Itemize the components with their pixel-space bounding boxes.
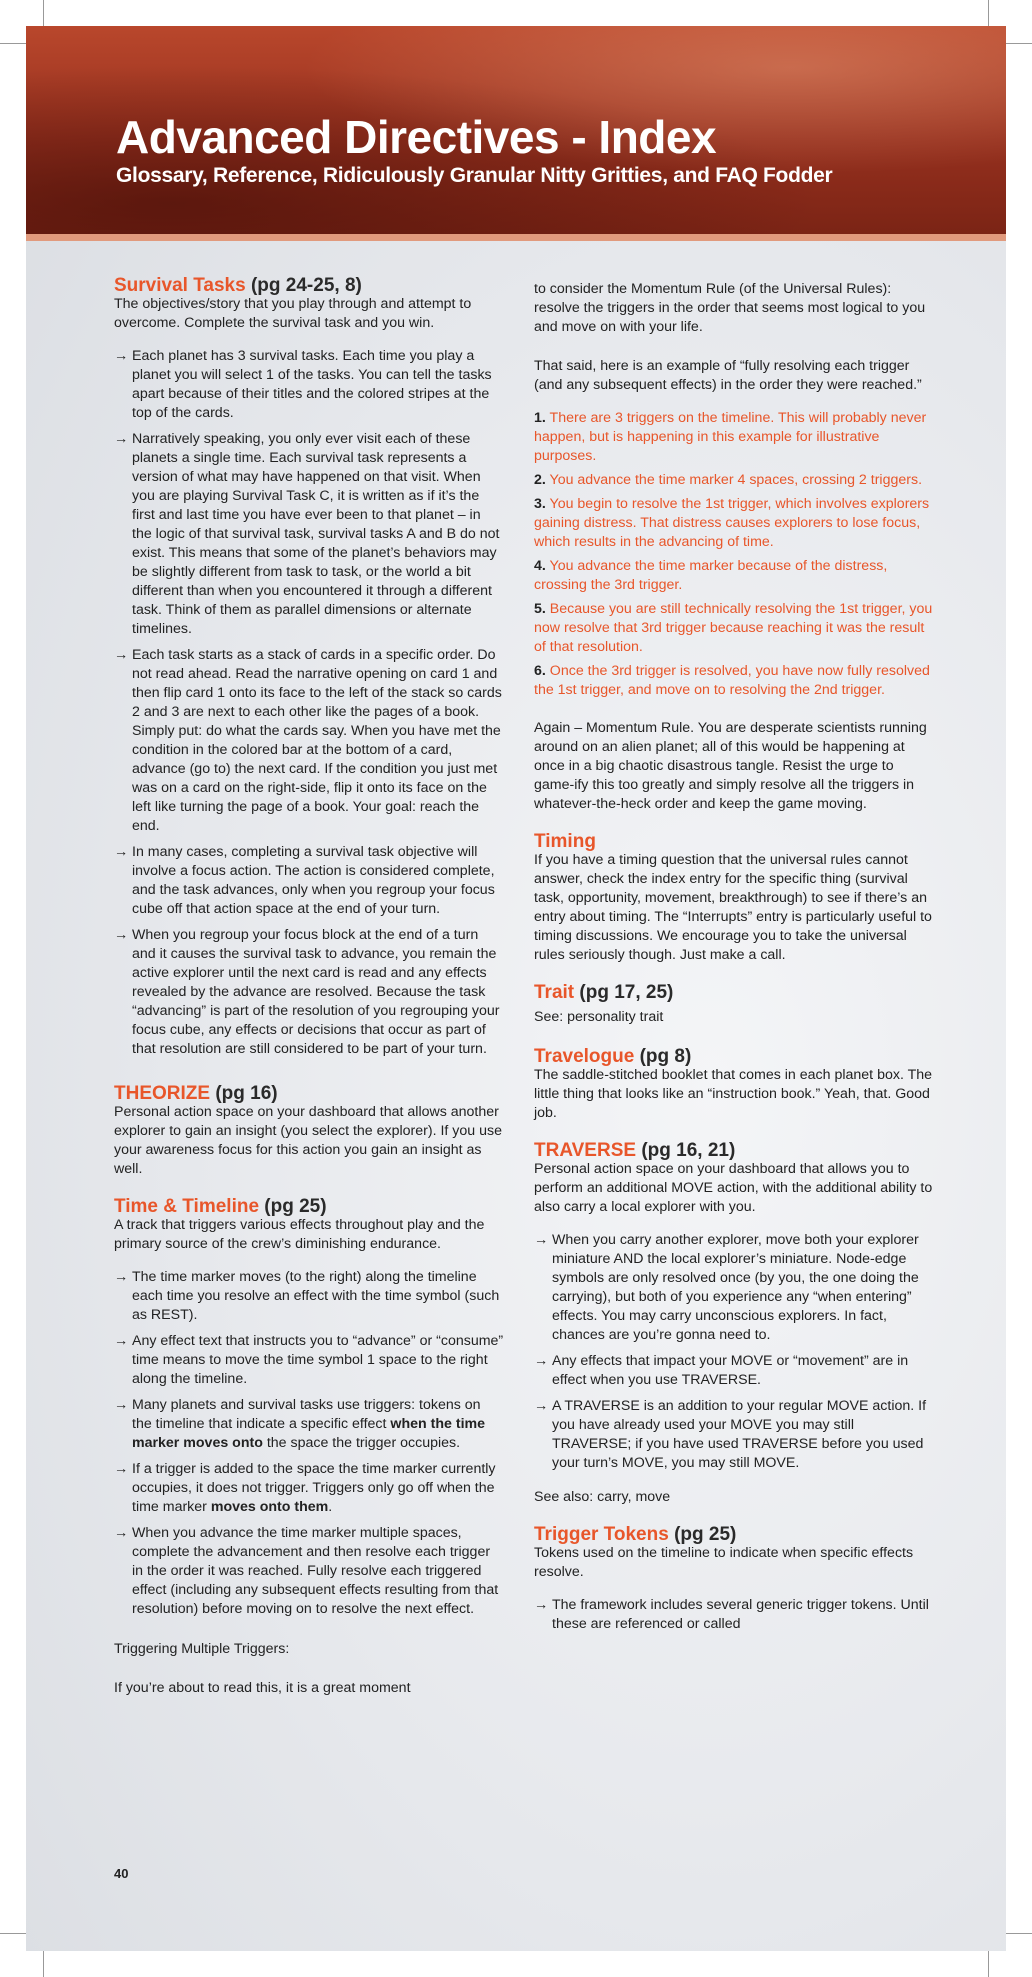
entry-term: Trigger Tokens — [534, 1524, 669, 1545]
paragraph: That said, here is an example of “fully resolving each trigger (and any subsequent effects) in the order they were reached.” — [534, 358, 922, 393]
example-step: 3. You begin to resolve the 1st trigger, which involves explorers gaining distress. That distress causes explorers to lose focus, which results in the advancing of time. — [534, 496, 930, 550]
list-item: → In many cases, completing a survival task objective will involve a focus action. The action is considered complete, and the task advances, only when you regroup your focus cube off that action space at the end of your turn. — [114, 843, 504, 919]
list-item: → When you regroup your focus block at the end of a turn and it causes the survival task to advance, you remain the active explorer until the next card is read and any effects revealed by the advance are resolved. Because the task “advancing” is part of the resolution of you regrouping your focus cube, any effects or decisions that occur as part of that resolution are still considered to be part of your turn. — [114, 926, 504, 1059]
entry-description: The saddle-stitched booklet that comes in each planet box. The little thing that looks like an “instruction book.” Yeah, that. Good job. — [534, 1067, 933, 1121]
entry-description: Personal action space on your dashboard that allows another explorer to gain an insight (you select the explorer). If you use your awareness focus for this action you gain an insight as well. — [114, 1104, 503, 1177]
list-item: → Each task starts as a stack of cards in a specific order. Do not read ahead. Read the narrative opening on card 1 and then flip card 1 onto its face to the left of the stack so cards 2 and 3 are next to each other like the pages of a book. Simply put: do what the cards say. When you have met the condition in the colored bar at the bottom of a card, advance (go to) the next card. If the condition you just met was on a card on the right-side, flip it onto its face on the left like turning the page of a book. Your goal: reach the end. — [114, 646, 504, 836]
entry-pages: (pg 8) — [639, 1046, 692, 1067]
list-item: → When you advance the time marker multiple spaces, complete the advancement and then resolve each trigger in the order it was reached. Fully resolve each triggered effect (including any subsequent effects resulting from that resolution) before moving on to resolve the next effect. — [114, 1524, 504, 1619]
crop-mark — [0, 1933, 26, 1934]
entry-heading-timing — [534, 832, 934, 851]
document-page — [26, 26, 1006, 1951]
list-item: → A TRAVERSE is an addition to your regular MOVE action. If you have already used your MOVE you may still TRAVERSE; if you have used TRAVERSE before you used your turn’s MOVE, you may still MOVE. — [534, 1397, 934, 1473]
paragraph: If you’re about to read this, it is a great moment — [114, 1680, 411, 1696]
entry-heading-trait — [534, 983, 934, 1002]
list-item: → If a trigger is added to the space the time marker currently occupies, it does not trigger. Triggers only go off when the time marker moves onto them. — [114, 1460, 504, 1517]
traverse-list — [534, 1231, 934, 1473]
right-column — [534, 280, 934, 1641]
entry-description: The objectives/story that you play through and attempt to overcome. Complete the survival task and you win. — [114, 296, 472, 331]
entry-pages: (pg 17, 25) — [579, 982, 674, 1003]
entry-pages: (pg 24-25, 8) — [250, 275, 362, 296]
entry-term: Travelogue — [534, 1046, 635, 1067]
header-banner — [26, 26, 1006, 234]
entry-term: THEORIZE — [114, 1083, 211, 1104]
entry-pages: (pg 16) — [215, 1083, 278, 1104]
entry-term: Timing — [534, 831, 596, 852]
entry-term: Trait — [534, 982, 575, 1003]
entry-heading-traverse — [534, 1141, 934, 1160]
see-also: See also: carry, move — [534, 1489, 671, 1505]
survival-tasks-list — [114, 347, 504, 1059]
subheading-multiple-triggers: Triggering Multiple Triggers: — [114, 1641, 290, 1657]
crop-mark — [988, 0, 989, 26]
trigger-tokens-list — [534, 1596, 934, 1634]
crop-mark — [0, 43, 26, 44]
example-step: 6. Once the 3rd trigger is resolved, you have now fully resolved the 1st trigger, and move on to resolving the 2nd trigger. — [534, 663, 930, 698]
list-item: → Any effects that impact your MOVE or “movement” are in effect when you use TRAVERSE. — [534, 1352, 934, 1390]
entry-description: Tokens used on the timeline to indicate when specific effects resolve. — [534, 1545, 914, 1580]
list-item: → Any effect text that instructs you to “advance” or “consume” time means to move the time symbol 1 space to the right along the timeline. — [114, 1332, 504, 1389]
list-item: → Narratively speaking, you only ever visit each of these planets a single time. Each survival task represents a version of what may have happened on that visit. When you are playing Survival Task C, it is written as if it’s the first and last time you have ever been to that planet – in the logic of that survival task, survival tasks A and B do not exist. This means that some of the planet’s behaviors may be slightly different from task to task, or the world a bit different than when you encountered it through a different task. Think of them as parallel dimensions or alternate timelines. — [114, 430, 504, 639]
entry-pages: (pg 25) — [264, 1196, 327, 1217]
crop-mark — [1006, 43, 1032, 44]
page-title: Advanced Directives - Index — [116, 111, 717, 163]
entry-term: Survival Tasks — [114, 275, 246, 296]
list-item: → Each planet has 3 survival tasks. Each time you play a planet you will select 1 of the tasks. You can tell the tasks apart because of their titles and the colored stripes at the top of the cards. — [114, 347, 504, 423]
entry-description: Personal action space on your dashboard that allows you to perform an additional MOVE action, with the additional ability to also carry a local explorer with you. — [534, 1161, 933, 1215]
entry-heading-trigger-tokens — [534, 1525, 934, 1544]
entry-term: Time & Timeline — [114, 1196, 260, 1217]
example-step: 2. You advance the time marker 4 spaces, crossing 2 triggers. — [534, 472, 923, 488]
crop-mark — [1006, 1933, 1032, 1934]
example-step: 4. You advance the time marker because of the distress, crossing the 3rd trigger. — [534, 558, 888, 593]
page-subtitle: Glossary, Reference, Ridiculously Granular Nitty Gritties, and FAQ Fodder — [116, 164, 833, 187]
entry-pages: (pg 25) — [674, 1524, 737, 1545]
paragraph: to consider the Momentum Rule (of the Universal Rules): resolve the triggers in the order that seems most logical to you and move on with your life. — [534, 281, 926, 335]
left-column — [114, 276, 504, 1698]
entry-heading-time-timeline — [114, 1197, 504, 1216]
entry-heading-survival-tasks — [114, 276, 504, 295]
example-list — [534, 409, 934, 700]
page-number: 40 — [114, 1866, 129, 1881]
crop-mark — [988, 1951, 989, 1977]
entry-pages: (pg 16, 21) — [641, 1140, 736, 1161]
header-divider — [26, 234, 1006, 241]
entry-heading-travelogue — [534, 1047, 934, 1066]
entry-term: TRAVERSE — [534, 1140, 637, 1161]
list-item: → When you carry another explorer, move both your explorer miniature AND the local explorer’s miniature. Node-edge symbols are only resolved once (by you, the one doing the carrying), but both of you experience any “when entering” effects. You may carry unconscious explorers. In fact, chances are you’re gonna need to. — [534, 1231, 934, 1345]
example-step: 5. Because you are still technically resolving the 1st trigger, you now resolve that 3rd trigger because reaching it was the result of that resolution. — [534, 601, 933, 655]
crop-mark — [43, 1951, 44, 1977]
list-item: → Many planets and survival tasks use triggers: tokens on the timeline that indicate a specific effect when the time marker moves onto the space the trigger occupies. — [114, 1396, 504, 1453]
timeline-list — [114, 1268, 504, 1619]
entry-description: See: personality trait — [534, 1009, 664, 1025]
example-step: 1. There are 3 triggers on the timeline. This will probably never happen, but is happening in this example for illustrative purposes. — [534, 410, 927, 464]
entry-heading-theorize — [114, 1084, 504, 1103]
list-item: → The time marker moves (to the right) along the timeline each time you resolve an effect with the time symbol (such as REST). — [114, 1268, 504, 1325]
list-item: → The framework includes several generic trigger tokens. Until these are referenced or called — [534, 1596, 934, 1634]
entry-description: A track that triggers various effects throughout play and the primary source of the crew’s diminishing endurance. — [114, 1217, 485, 1252]
entry-description: If you have a timing question that the universal rules cannot answer, check the index entry for the specific thing (survival task, opportunity, movement, breakthrough) to see if there’s an entry about timing. The “Interrupts” entry is particularly useful to timing discussions. We encourage you to take the universal rules seriously though. Just make a call. — [534, 852, 932, 963]
paragraph: Again – Momentum Rule. You are desperate scientists running around on an alien planet; all of this would be happening at once in a big chaotic disastrous tangle. Resist the urge to game-ify this too greatly and simply resolve all the triggers in whatever-the-heck order and keep the game moving. — [534, 720, 927, 812]
crop-mark — [43, 0, 44, 26]
